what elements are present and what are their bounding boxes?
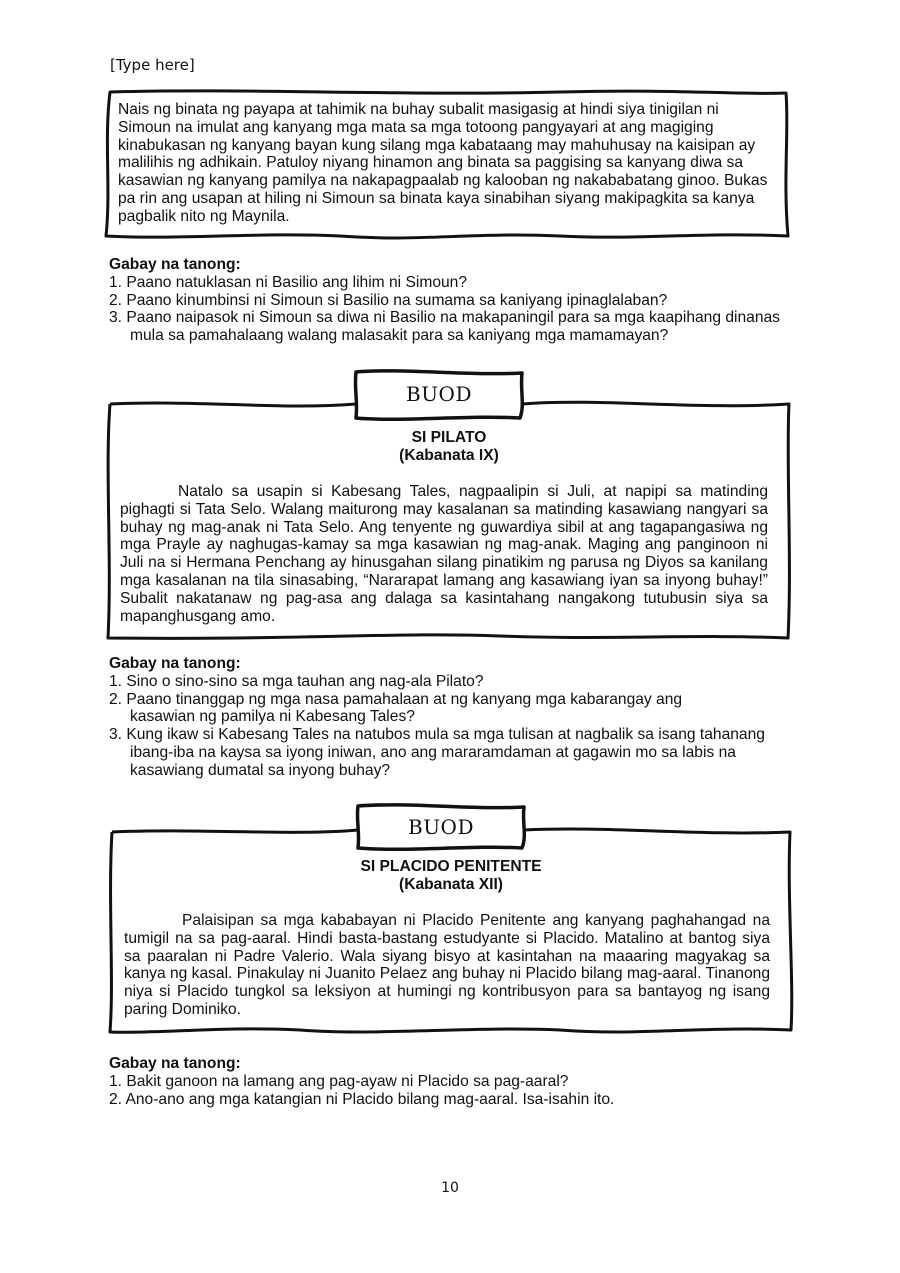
summary-subtitle: (Kabanata IX) (399, 447, 499, 464)
page-number: 10 (441, 1180, 459, 1196)
list-item: 1. Bakit ganoon na lamang ang pag-ayaw ni Placido sa pag-aaral? (109, 1072, 569, 1090)
summary-paragraph: Natalo sa usapin si Kabesang Tales, nagpaalipin si Juli, at napipi sa matinding pighagti si Tata Selo. Walang maiturong may kasalanan sa matinding kasawiang nangyari sa buhay ng mag-anak ni Tata Selo. Ang tenyente ng guwardiya sibil at ang tagapangasiwa ng mga Prayle ay naghugas-kamay sa mga kasawian ng mag-anak. Maging ang panginoon ni Juli na si Hermana Penchang ay hinusgahan silang pinatikim ng parusa ng Diyos sa kanilang mga kasalanan na tila sinasabing, “Nararapat lamang ang kasawiang iyan sa inyong buhay!” Subalit nakatanaw ng pag-asa ang dalaga sa kasintahang nangakong tutubusin siya sa mapanghusgang amo. (120, 483, 768, 625)
list-item: 1. Sino o sino-sino sa mga tauhan ang nag-ala Pilato? (109, 672, 484, 690)
guide-questions-heading: Gabay na tanong: (109, 256, 241, 273)
header-placeholder: [Type here] (110, 56, 195, 74)
guide-questions-heading: Gabay na tanong: (109, 1055, 241, 1072)
list-item: 1. Paano natuklasan ni Basilio ang lihim ni Simoun? (109, 273, 468, 291)
summary-body (124, 912, 770, 1019)
summary-title: SI PILATO (411, 429, 487, 446)
summary-label: BUOD (406, 382, 472, 406)
list-item: 2. Paano tinanggap ng mga nasa pamahalaan at ng kanyang mga kabarangay ang kasawian ng pamilya ni Kabesang Tales? (109, 690, 683, 726)
guide-questions-3 (109, 1055, 799, 1108)
summary-label: BUOD (408, 815, 474, 839)
list-item: 3. Kung ikaw si Kabesang Tales na natubos mula sa mga tulisan at nagbalik sa isang tahanang ibang-iba na kaysa sa iyong iniwan, ano ang mararamdaman at gagawin mo sa labis na kasawiang dumatal sa inyong buhay? (109, 726, 765, 779)
list-item: 2. Paano kinumbinsi ni Simoun si Basilio na sumama sa kaniyang ipinaglalaban? (109, 291, 668, 309)
list-item: 2. Ano-ano ang mga katangian ni Placido bilang mag-aaral. Isa-isahin ito. (109, 1090, 615, 1108)
list-item: 3. Paano naipasok ni Simoun sa diwa ni Basilio na makapaningil para sa mga kaapihang dinanas mula sa pamahalaang walang malasakit para sa kaniyang mga mamamayan? (109, 309, 780, 345)
intro-box-text: Nais ng binata ng payapa at tahimik na buhay subalit masigasig at hindi siya tinigilan ni Simoun na imulat ang kanyang mga mata sa mga totoong pangyayari at ang magiging kinabukasan ng kanyang bayan kung silang mga kabataang may mahuhusay na kaisipan ay malilihis ng adhikain. Patuloy niyang hinamon ang binata sa paggising sa kanyang diwa sa kasawian ng kanyang pamilya na nakapagpaalab ng kalooban ng nakababatang ginoo. Bukas pa rin ang usapan at hiling ni Simoun sa binata kaya sinabihan siyang makipagkita sa kanya pagbalik nito ng Maynila. (118, 101, 768, 225)
summary-subtitle: (Kabanata XII) (399, 876, 503, 893)
summary-paragraph: Palaisipan sa mga kababayan ni Placido Penitente ang kanyang paghahangad na tumigil na sa pag-aaral. Hindi basta-bastang estudyante si Placido. Matalino at bantog siya sa paaralan ni Padre Valerio. Wala siyang bisyo at kasintahan na maaaring magyakag sa kanya ng kasal. Pinakulay ni Juanito Pelaez ang buhay ni Placido bilang mag-aaral. Tinanong niya si Placido tungkol sa leksiyon at humingi ng kontribusyon para sa bantayog ng isang paring Dominiko. (124, 912, 770, 1018)
guide-questions-heading: Gabay na tanong: (109, 655, 241, 672)
summary-title: SI PLACIDO PENITENTE (360, 858, 542, 875)
